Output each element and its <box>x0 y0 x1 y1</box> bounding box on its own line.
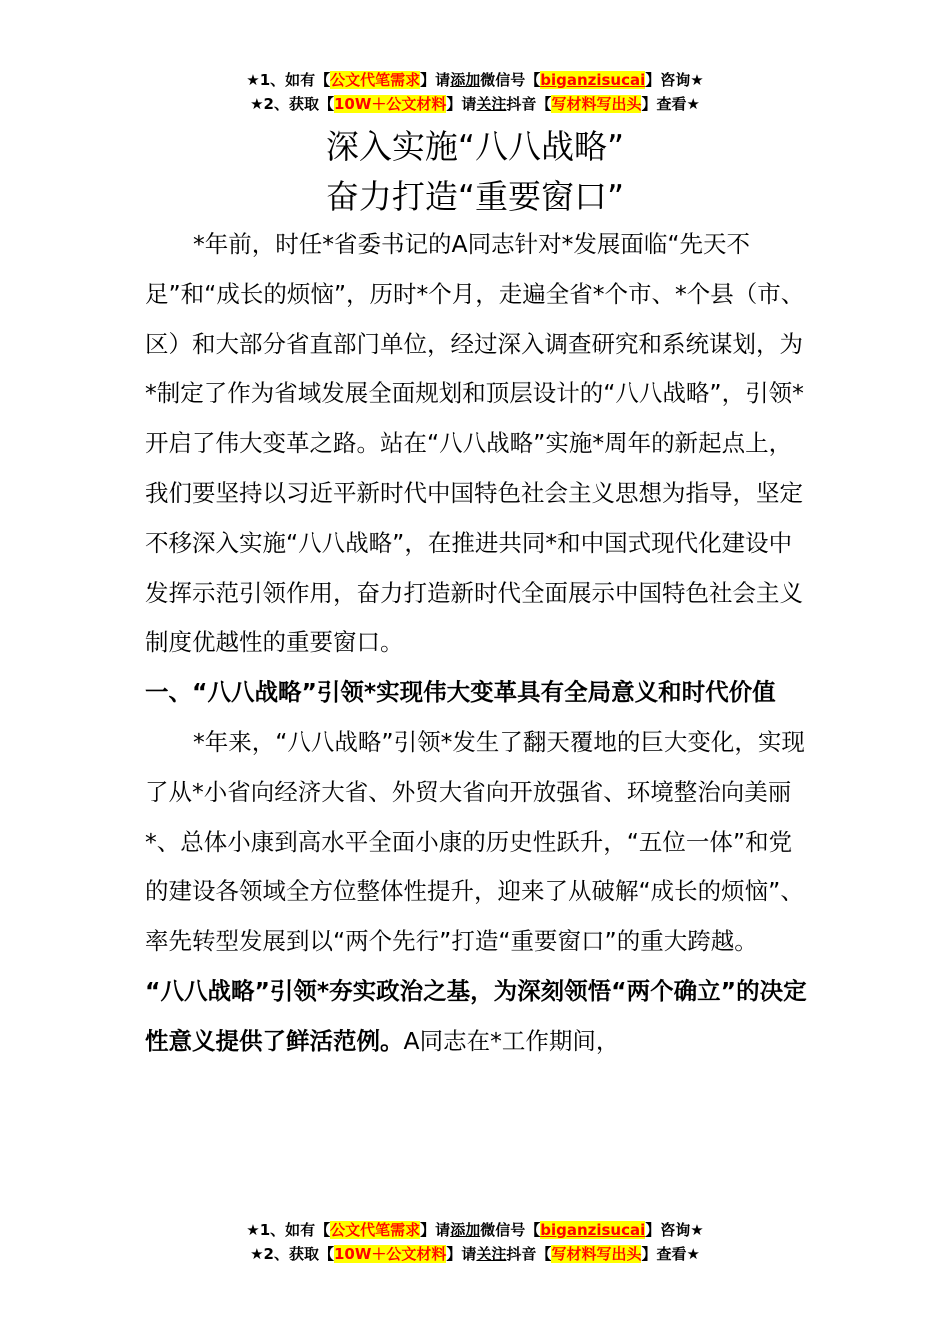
document-body <box>145 220 810 1067</box>
paragraph-political-foundation: “八八战略”引领*夯实政治之基，为深刻领悟“两个确立”的决定性意义提供了鲜活范例。A同志在*工作期间， <box>145 976 807 1055</box>
section-heading-1: 一、“八八战略”引领*实现伟大变革具有全局意义和时代价值 <box>145 678 776 707</box>
banner-highlight-service: 公文代笔需求 <box>330 1221 421 1239</box>
banner-line-1: ★1、如有【公文代笔需求】请添加微信号【biganzisucai】咨询★ <box>246 71 704 89</box>
banner-douyin-id: 写材料写出头 <box>551 1245 642 1263</box>
document-title-line-2: 奋力打造“重要窗口” <box>325 177 625 216</box>
banner-douyin-id: 写材料写出头 <box>551 95 642 113</box>
banner-wechat-id: biganzisucai <box>540 71 646 89</box>
banner-line-2: ★2、获取【10W＋公文材料】请关注抖音【写材料写出头】查看★ <box>250 95 700 113</box>
paragraph-intro: *年前，时任*省委书记的A同志针对*发展面临“先天不足”和“成长的烦恼”，历时*个月，走遍全省*个市、*个县（市、区）和大部分省直部门单位，经过深入调查研究和系统谋划，为*制定了作为省域发展全面规划和顶层设计的“八八战略”，引领*开启了伟大变革之路。站在“八八战略”实施*周年的新起点上，我们要坚持以习近平新时代中国特色社会主义思想为指导，坚定不移深入实施“八八战略”，在推进共同*和中国式现代化建设中发挥示范引领作用，奋力打造新时代全面展示中国特色社会主义制度优越性的重要窗口。 <box>145 230 805 657</box>
header-banner <box>0 68 950 116</box>
banner-line-1: ★1、如有【公文代笔需求】请添加微信号【biganzisucai】咨询★ <box>246 1221 704 1239</box>
banner-highlight-materials: 10W＋公文材料 <box>333 1245 447 1263</box>
paragraph-section-1: *年来，“八八战略”引领*发生了翻天覆地的巨大变化，实现了从*小省向经济大省、外贸大省向开放强省、环境整治向美丽*、总体小康到高水平全面小康的历史性跃升，“五位一体”和党的建设各领域全方位整体性提升，迎来了从破解“成长的烦恼”、率先转型发展到以“两个先行”打造“重要窗口”的重大跨越。 <box>145 727 805 956</box>
paragraph-lead-sentence: “八八战略”引领*夯实政治之基，为深刻领悟“两个确立”的决定性意义提供了鲜活范例。 <box>145 976 807 1055</box>
banner-highlight-service: 公文代笔需求 <box>330 71 421 89</box>
banner-wechat-id: biganzisucai <box>540 1221 646 1239</box>
banner-highlight-materials: 10W＋公文材料 <box>333 95 447 113</box>
document-title-line-1: 深入实施“八八战略” <box>325 127 625 166</box>
footer-banner <box>0 1218 950 1266</box>
banner-line-2: ★2、获取【10W＋公文材料】请关注抖音【写材料写出头】查看★ <box>250 1245 700 1263</box>
